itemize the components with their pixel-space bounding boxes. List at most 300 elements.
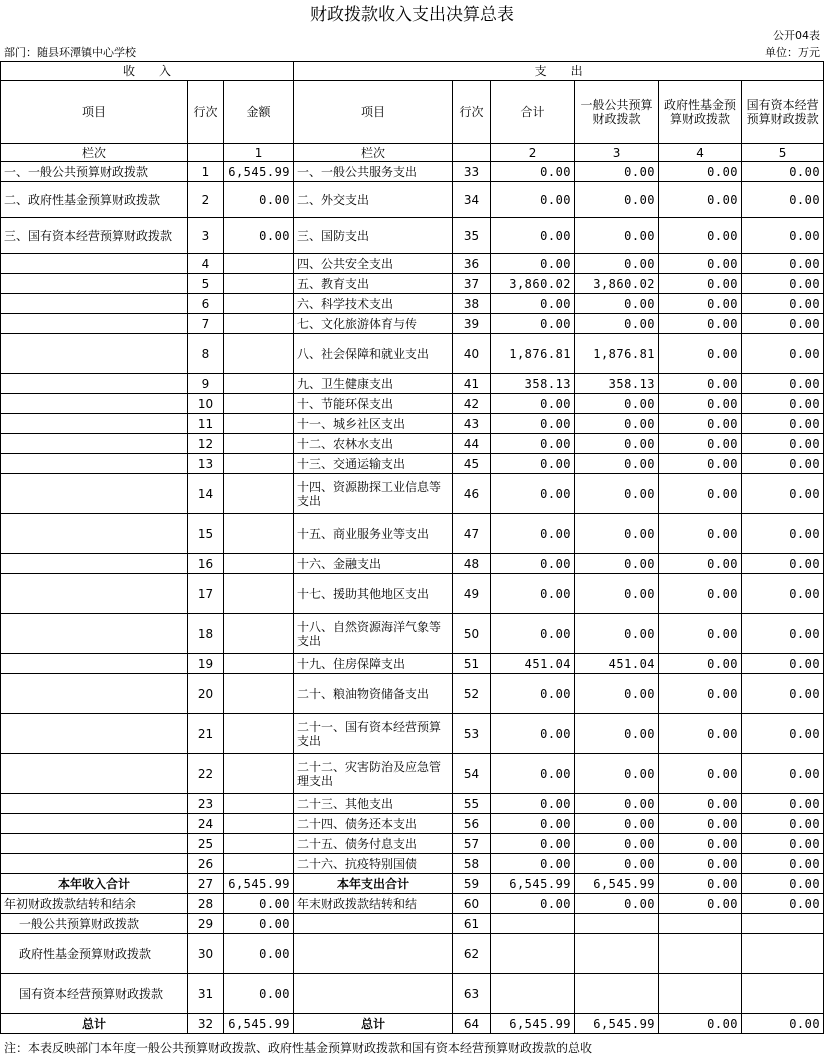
expense-line-cell: 58 (453, 854, 491, 874)
income-line-cell: 16 (188, 554, 224, 574)
income-amount-cell (224, 274, 294, 294)
income-line-cell: 8 (188, 334, 224, 374)
general-budget-cell: 0.00 (575, 554, 659, 574)
expense-item-cell: 十二、农林水支出 (294, 434, 453, 454)
general-budget-cell: 1,876.81 (575, 334, 659, 374)
expense-line-cell: 36 (453, 254, 491, 274)
expense-line-cell: 50 (453, 614, 491, 654)
income-amount-cell (224, 294, 294, 314)
table-row (1, 934, 824, 974)
total-cell: 0.00 (491, 754, 575, 794)
state-capital-cell: 0.00 (742, 434, 824, 454)
total-header: 合计 (491, 81, 575, 144)
income-amount-cell (224, 834, 294, 854)
column-index-4: 4 (659, 144, 742, 162)
total-cell: 0.00 (491, 614, 575, 654)
total-cell (491, 914, 575, 934)
general-budget-cell: 0.00 (575, 794, 659, 814)
income-item-cell: 国有资本经营预算财政拨款 (1, 974, 188, 1014)
income-line-cell: 24 (188, 814, 224, 834)
state-capital-cell: 0.00 (742, 854, 824, 874)
table-row (1, 454, 824, 474)
general-budget-cell: 0.00 (575, 162, 659, 182)
expense-item-cell: 十五、商业服务业等支出 (294, 514, 453, 554)
expense-item-cell: 二十三、其他支出 (294, 794, 453, 814)
gov-fund-cell: 0.00 (659, 454, 742, 474)
general-budget-cell: 358.13 (575, 374, 659, 394)
header-columns-row (1, 81, 824, 144)
general-budget-cell: 6,545.99 (575, 1014, 659, 1034)
general-budget-cell (575, 914, 659, 934)
gov-fund-cell: 0.00 (659, 574, 742, 614)
expense-line-cell: 37 (453, 274, 491, 294)
table-row (1, 1014, 824, 1034)
total-cell (491, 934, 575, 974)
total-cell: 0.00 (491, 218, 575, 254)
table-row (1, 274, 824, 294)
expense-line-cell: 39 (453, 314, 491, 334)
general-budget-cell: 0.00 (575, 454, 659, 474)
state-capital-cell: 0.00 (742, 162, 824, 182)
gov-fund-cell: 0.00 (659, 514, 742, 554)
income-amount-cell (224, 454, 294, 474)
income-line-cell: 26 (188, 854, 224, 874)
income-amount-cell (224, 854, 294, 874)
income-item-cell (1, 434, 188, 454)
expense-item-cell: 四、公共安全支出 (294, 254, 453, 274)
income-line-cell: 12 (188, 434, 224, 454)
income-item-cell: 三、国有资本经营预算财政拨款 (1, 218, 188, 254)
gov-fund-cell: 0.00 (659, 314, 742, 334)
table-row (1, 874, 824, 894)
income-line-cell: 32 (188, 1014, 224, 1034)
income-amount-cell (224, 314, 294, 334)
expense-item-cell: 总计 (294, 1014, 453, 1034)
total-cell: 1,876.81 (491, 334, 575, 374)
income-amount-cell (224, 814, 294, 834)
income-item-cell: 政府性基金预算财政拨款 (1, 934, 188, 974)
table-row (1, 182, 824, 218)
income-item-cell (1, 394, 188, 414)
total-cell: 0.00 (491, 454, 575, 474)
general-budget-cell: 3,860.02 (575, 274, 659, 294)
income-item-cell: 一、一般公共预算财政拨款 (1, 162, 188, 182)
income-amount-cell (224, 614, 294, 654)
table-row (1, 894, 824, 914)
expense-line-cell: 61 (453, 914, 491, 934)
income-line-cell: 1 (188, 162, 224, 182)
total-cell: 0.00 (491, 814, 575, 834)
income-item-cell (1, 274, 188, 294)
gov-fund-cell: 0.00 (659, 274, 742, 294)
state-capital-header: 国有资本经营预算财政拨款 (742, 81, 824, 144)
general-budget-cell (575, 974, 659, 1014)
state-capital-cell (742, 914, 824, 934)
gov-fund-cell: 0.00 (659, 554, 742, 574)
state-capital-cell: 0.00 (742, 834, 824, 854)
income-item-cell (1, 614, 188, 654)
column-index-1: 1 (224, 144, 294, 162)
general-budget-cell: 0.00 (575, 314, 659, 334)
expense-item-cell: 二十二、灾害防治及应急管理支出 (294, 754, 453, 794)
income-amount-header: 金额 (224, 81, 294, 144)
income-amount-cell (224, 754, 294, 794)
total-cell: 0.00 (491, 794, 575, 814)
general-budget-cell: 0.00 (575, 434, 659, 454)
income-amount-cell (224, 414, 294, 434)
state-capital-cell: 0.00 (742, 414, 824, 434)
income-line-cell: 28 (188, 894, 224, 914)
expense-item-cell: 二十一、国有资本经营预算支出 (294, 714, 453, 754)
income-line-cell: 14 (188, 474, 224, 514)
expense-item-cell: 十七、援助其他地区支出 (294, 574, 453, 614)
expense-line-cell: 42 (453, 394, 491, 414)
state-capital-cell: 0.00 (742, 254, 824, 274)
expense-item-cell: 年末财政拨款结转和结 (294, 894, 453, 914)
expense-item-cell: 十四、资源勘探工业信息等支出 (294, 474, 453, 514)
income-amount-cell (224, 334, 294, 374)
table-row (1, 714, 824, 754)
total-cell: 0.00 (491, 714, 575, 754)
gov-fund-cell (659, 914, 742, 934)
general-budget-cell: 0.00 (575, 854, 659, 874)
state-capital-cell: 0.00 (742, 554, 824, 574)
income-item-cell (1, 254, 188, 274)
general-budget-cell: 0.00 (575, 834, 659, 854)
income-amount-cell: 0.00 (224, 974, 294, 1014)
income-item-cell (1, 454, 188, 474)
income-amount-cell (224, 434, 294, 454)
income-item-cell (1, 554, 188, 574)
form-code: 公开04表 (773, 29, 820, 42)
income-item-cell (1, 514, 188, 554)
table-row (1, 554, 824, 574)
total-cell: 0.00 (491, 254, 575, 274)
fiscal-summary-table (0, 61, 824, 1034)
expense-line-cell: 40 (453, 334, 491, 374)
general-budget-cell: 0.00 (575, 894, 659, 914)
expense-item-cell: 九、卫生健康支出 (294, 374, 453, 394)
expense-line-cell: 49 (453, 574, 491, 614)
income-line-cell: 5 (188, 274, 224, 294)
general-budget-cell: 0.00 (575, 218, 659, 254)
income-item-cell (1, 794, 188, 814)
expense-item-cell: 二十六、抗疫特别国债 (294, 854, 453, 874)
table-row (1, 434, 824, 454)
gov-fund-cell: 0.00 (659, 834, 742, 854)
gov-fund-cell (659, 934, 742, 974)
total-cell: 0.00 (491, 854, 575, 874)
general-budget-cell: 0.00 (575, 254, 659, 274)
table-row (1, 414, 824, 434)
income-line-cell: 11 (188, 414, 224, 434)
general-budget-cell: 0.00 (575, 514, 659, 554)
income-line-cell: 31 (188, 974, 224, 1014)
general-budget-header: 一般公共预算财政拨款 (575, 81, 659, 144)
total-cell: 0.00 (491, 294, 575, 314)
expense-item-cell (294, 934, 453, 974)
total-cell: 358.13 (491, 374, 575, 394)
general-budget-cell: 0.00 (575, 574, 659, 614)
table-row (1, 674, 824, 714)
total-cell: 0.00 (491, 414, 575, 434)
gov-fund-cell: 0.00 (659, 654, 742, 674)
gov-fund-cell: 0.00 (659, 614, 742, 654)
expense-item-cell: 八、社会保障和就业支出 (294, 334, 453, 374)
income-item-cell: 本年收入合计 (1, 874, 188, 894)
gov-fund-cell: 0.00 (659, 894, 742, 914)
expense-item-cell: 六、科学技术支出 (294, 294, 453, 314)
expense-line-cell: 62 (453, 934, 491, 974)
total-cell: 0.00 (491, 474, 575, 514)
table-row (1, 294, 824, 314)
income-line-cell: 13 (188, 454, 224, 474)
column-index-3: 3 (575, 144, 659, 162)
expense-line-cell: 38 (453, 294, 491, 314)
expense-line-cell: 63 (453, 974, 491, 1014)
gov-fund-cell: 0.00 (659, 794, 742, 814)
header-section-row (1, 62, 824, 81)
income-line-cell: 30 (188, 934, 224, 974)
general-budget-cell: 0.00 (575, 674, 659, 714)
general-budget-cell: 451.04 (575, 654, 659, 674)
gov-fund-cell: 0.00 (659, 434, 742, 454)
expense-line-cell: 33 (453, 162, 491, 182)
income-item-cell (1, 834, 188, 854)
expense-item-cell: 十三、交通运输支出 (294, 454, 453, 474)
column-index-label-2: 栏次 (294, 144, 453, 162)
column-index-2: 2 (491, 144, 575, 162)
expense-line-header: 行次 (453, 81, 491, 144)
income-item-cell (1, 854, 188, 874)
expense-line-cell: 52 (453, 674, 491, 714)
gov-fund-cell: 0.00 (659, 474, 742, 514)
total-cell: 0.00 (491, 894, 575, 914)
expense-item-cell (294, 914, 453, 934)
gov-fund-cell: 0.00 (659, 414, 742, 434)
expense-line-cell: 59 (453, 874, 491, 894)
state-capital-cell: 0.00 (742, 454, 824, 474)
state-capital-cell (742, 934, 824, 974)
total-cell: 0.00 (491, 674, 575, 714)
state-capital-cell: 0.00 (742, 614, 824, 654)
table-row (1, 974, 824, 1014)
gov-fund-cell: 0.00 (659, 854, 742, 874)
expense-item-cell (294, 974, 453, 1014)
gov-fund-cell: 0.00 (659, 814, 742, 834)
income-amount-cell: 0.00 (224, 914, 294, 934)
gov-fund-cell: 0.00 (659, 674, 742, 714)
income-line-cell: 9 (188, 374, 224, 394)
general-budget-cell: 0.00 (575, 814, 659, 834)
expense-line-cell: 56 (453, 814, 491, 834)
income-item-cell: 年初财政拨款结转和结余 (1, 894, 188, 914)
income-item-cell (1, 654, 188, 674)
income-item-cell (1, 674, 188, 714)
income-amount-cell (224, 514, 294, 554)
expense-line-cell: 54 (453, 754, 491, 794)
general-budget-cell: 0.00 (575, 414, 659, 434)
gov-fund-header: 政府性基金预算财政拨款 (659, 81, 742, 144)
general-budget-cell: 0.00 (575, 754, 659, 794)
income-item-cell (1, 334, 188, 374)
state-capital-cell: 0.00 (742, 314, 824, 334)
state-capital-cell: 0.00 (742, 182, 824, 218)
expense-line-cell: 53 (453, 714, 491, 754)
general-budget-cell: 6,545.99 (575, 874, 659, 894)
expense-item-cell: 二十、粮油物资储备支出 (294, 674, 453, 714)
state-capital-cell (742, 974, 824, 1014)
total-cell: 6,545.99 (491, 1014, 575, 1034)
gov-fund-cell: 0.00 (659, 182, 742, 218)
income-line-cell: 10 (188, 394, 224, 414)
income-line-cell: 22 (188, 754, 224, 794)
report-title: 财政拨款收入支出决算总表 (310, 5, 514, 25)
income-amount-cell (224, 554, 294, 574)
income-line-cell: 18 (188, 614, 224, 654)
income-amount-cell: 6,545.99 (224, 1014, 294, 1034)
state-capital-cell: 0.00 (742, 894, 824, 914)
income-item-cell (1, 574, 188, 614)
general-budget-cell: 0.00 (575, 294, 659, 314)
column-index-label: 栏次 (1, 144, 188, 162)
total-cell: 0.00 (491, 394, 575, 414)
total-cell: 0.00 (491, 834, 575, 854)
income-item-header: 项目 (1, 81, 188, 144)
gov-fund-cell: 0.00 (659, 162, 742, 182)
expense-line-cell: 46 (453, 474, 491, 514)
gov-fund-cell: 0.00 (659, 754, 742, 794)
table-row (1, 574, 824, 614)
state-capital-cell: 0.00 (742, 374, 824, 394)
general-budget-cell (575, 934, 659, 974)
gov-fund-cell: 0.00 (659, 714, 742, 754)
income-item-cell: 一般公共预算财政拨款 (1, 914, 188, 934)
general-budget-cell: 0.00 (575, 714, 659, 754)
total-cell: 0.00 (491, 182, 575, 218)
expense-item-cell: 十一、城乡社区支出 (294, 414, 453, 434)
table-row (1, 654, 824, 674)
total-cell: 3,860.02 (491, 274, 575, 294)
expense-line-cell: 47 (453, 514, 491, 554)
table-row (1, 218, 824, 254)
expense-line-cell: 57 (453, 834, 491, 854)
table-row (1, 394, 824, 414)
total-cell: 0.00 (491, 314, 575, 334)
income-line-cell: 2 (188, 182, 224, 218)
expense-item-cell: 二十四、债务还本支出 (294, 814, 453, 834)
general-budget-cell: 0.00 (575, 182, 659, 218)
total-cell: 0.00 (491, 554, 575, 574)
table-row (1, 314, 824, 334)
table-row (1, 794, 824, 814)
income-amount-cell (224, 654, 294, 674)
expense-item-cell: 五、教育支出 (294, 274, 453, 294)
expense-section-header: 支 出 (294, 62, 824, 81)
department-label: 部门：随县环潭镇中心学校 (4, 46, 136, 59)
state-capital-cell: 0.00 (742, 514, 824, 554)
total-cell: 0.00 (491, 434, 575, 454)
income-line-cell: 29 (188, 914, 224, 934)
table-row (1, 374, 824, 394)
income-section-header: 收 入 (1, 62, 294, 81)
income-item-cell (1, 294, 188, 314)
expense-item-cell: 十九、住房保障支出 (294, 654, 453, 674)
income-amount-cell (224, 254, 294, 274)
table-row (1, 514, 824, 554)
income-item-cell: 总计 (1, 1014, 188, 1034)
state-capital-cell: 0.00 (742, 674, 824, 714)
table-row (1, 614, 824, 654)
income-line-cell: 21 (188, 714, 224, 754)
general-budget-cell: 0.00 (575, 474, 659, 514)
expense-line-cell: 34 (453, 182, 491, 218)
column-index-row (1, 144, 824, 162)
column-index-5: 5 (742, 144, 824, 162)
income-amount-cell: 0.00 (224, 182, 294, 218)
state-capital-cell: 0.00 (742, 814, 824, 834)
income-line-cell: 3 (188, 218, 224, 254)
income-line-header: 行次 (188, 81, 224, 144)
income-amount-cell (224, 574, 294, 614)
income-item-cell (1, 814, 188, 834)
income-item-cell (1, 714, 188, 754)
income-amount-cell (224, 394, 294, 414)
state-capital-cell: 0.00 (742, 294, 824, 314)
total-cell: 6,545.99 (491, 874, 575, 894)
expense-item-cell: 十、节能环保支出 (294, 394, 453, 414)
table-row (1, 754, 824, 794)
income-line-cell: 25 (188, 834, 224, 854)
expense-line-cell: 43 (453, 414, 491, 434)
income-item-cell (1, 414, 188, 434)
income-amount-cell: 6,545.99 (224, 162, 294, 182)
income-line-cell: 23 (188, 794, 224, 814)
gov-fund-cell: 0.00 (659, 218, 742, 254)
state-capital-cell: 0.00 (742, 334, 824, 374)
state-capital-cell: 0.00 (742, 794, 824, 814)
gov-fund-cell: 0.00 (659, 294, 742, 314)
total-cell (491, 974, 575, 1014)
total-cell: 0.00 (491, 162, 575, 182)
expense-item-cell: 一、一般公共服务支出 (294, 162, 453, 182)
expense-item-cell: 七、文化旅游体育与传 (294, 314, 453, 334)
state-capital-cell: 0.00 (742, 714, 824, 754)
state-capital-cell: 0.00 (742, 754, 824, 794)
income-amount-cell (224, 674, 294, 714)
income-amount-cell (224, 474, 294, 514)
state-capital-cell: 0.00 (742, 654, 824, 674)
income-amount-cell: 0.00 (224, 894, 294, 914)
table-row (1, 162, 824, 182)
income-line-cell: 20 (188, 674, 224, 714)
income-amount-cell: 0.00 (224, 934, 294, 974)
expense-line-cell: 41 (453, 374, 491, 394)
expense-item-cell: 十六、金融支出 (294, 554, 453, 574)
total-cell: 0.00 (491, 574, 575, 614)
expense-item-header: 项目 (294, 81, 453, 144)
expense-item-cell: 三、国防支出 (294, 218, 453, 254)
gov-fund-cell: 0.00 (659, 874, 742, 894)
gov-fund-cell: 0.00 (659, 374, 742, 394)
table-row (1, 914, 824, 934)
table-row (1, 474, 824, 514)
income-item-cell (1, 474, 188, 514)
income-amount-cell (224, 794, 294, 814)
income-line-cell: 15 (188, 514, 224, 554)
income-amount-cell: 6,545.99 (224, 874, 294, 894)
income-item-cell (1, 374, 188, 394)
